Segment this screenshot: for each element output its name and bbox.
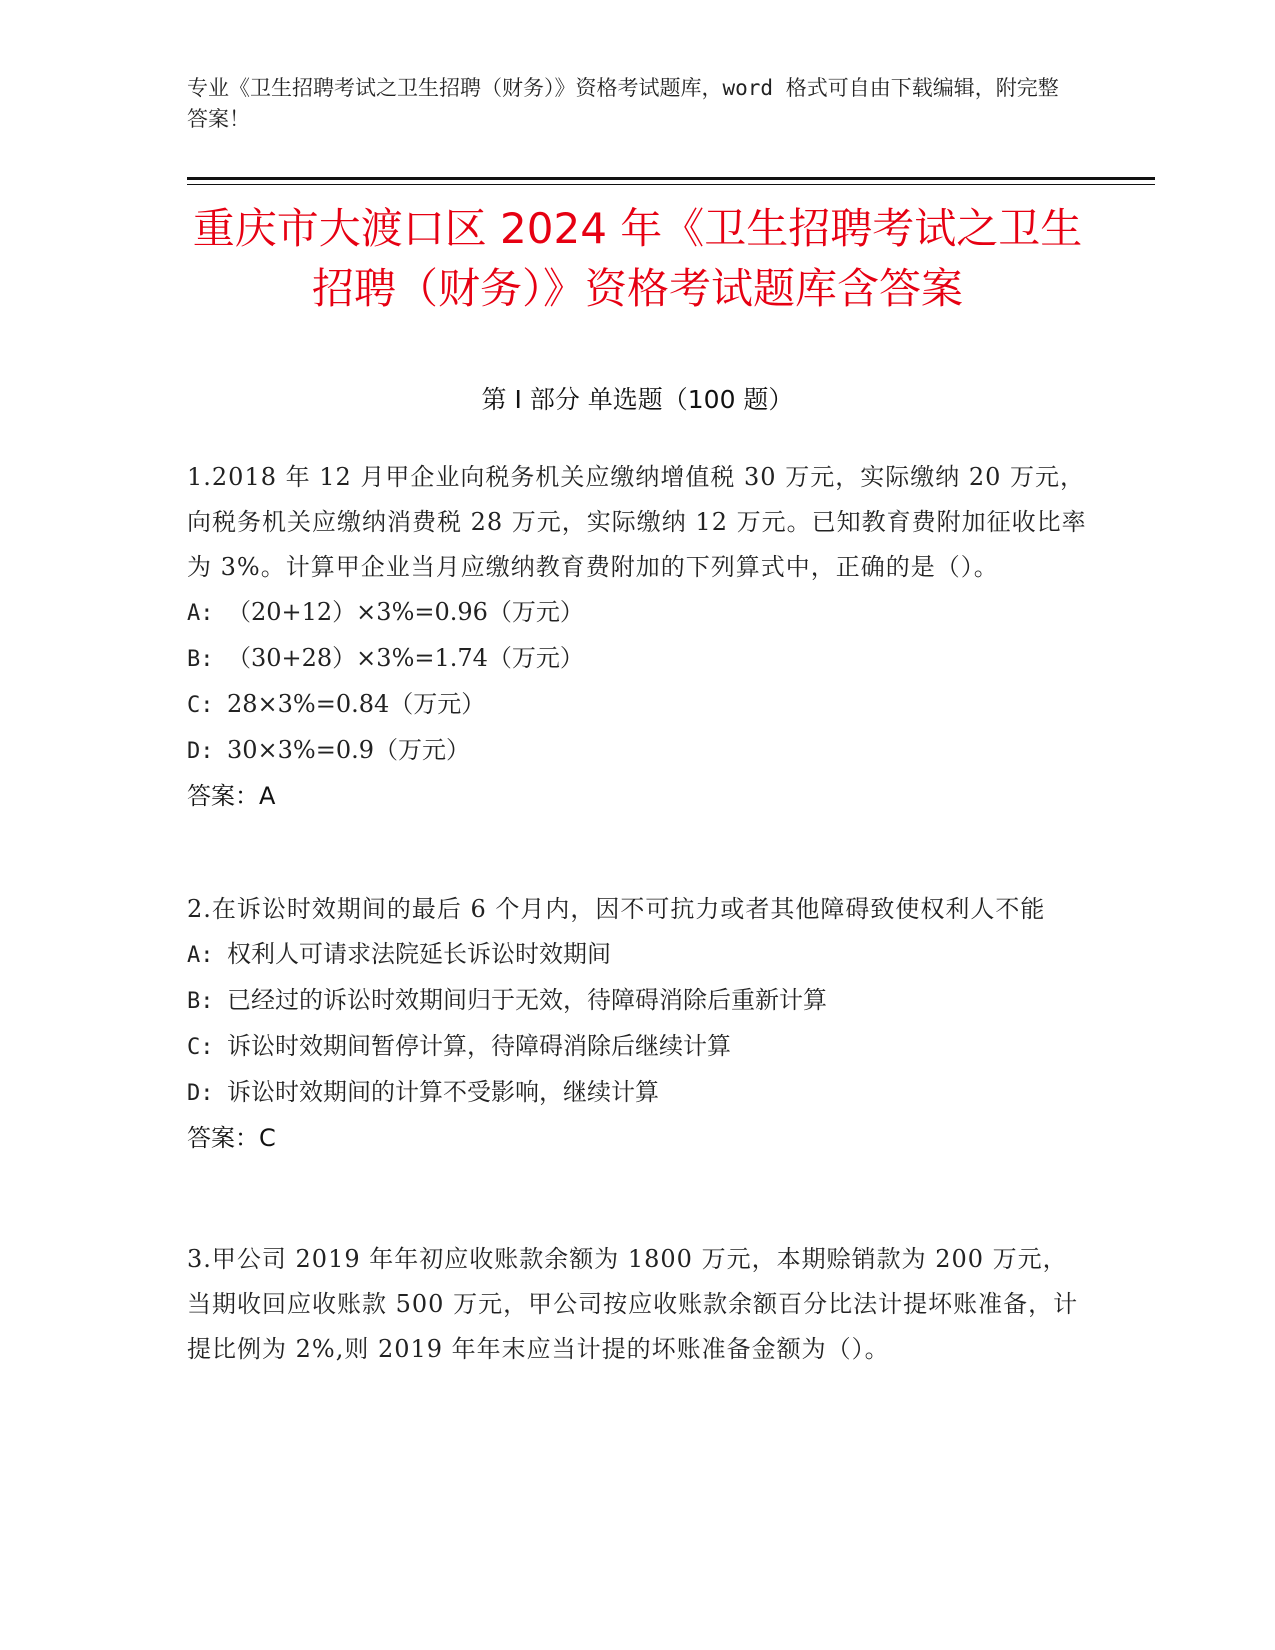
option-b [187,636,1087,682]
header-note: 专业《卫生招聘考试之卫生招聘（财务）》资格考试题库，word 格式可自由下载编辑，附完整答案！ [187,76,1059,131]
header-divider-thick [187,177,1155,180]
question-stem: 2.在诉讼时效期间的最后 6 个月内，因不可抗力或者其他障碍致使权利人不能 [187,895,1046,923]
question-stem: 3.甲公司 2019 年年初应收账款余额为 1800 万元，本期赊销款为 200 万元，当期收回应收账款 500 万元，甲公司按应收账款余额百分比法计提坏账准备，计提比例为 2%,则 2019 年年末应当计提的坏账准备金额为（）。 [187,1245,1079,1363]
option-letter: C: [187,1035,214,1060]
question-stem: 1.2018 年 12 月甲企业向税务机关应缴纳增值税 30 万元，实际缴纳 20 万元，向税务机关应缴纳消费税 28 万元，实际缴纳 12 万元。已知教育费附加征收比率为 3%。计算甲企业当月应缴纳教育费附加的下列算式中，正确的是（）。 [187,463,1087,581]
answer: 答案：A [187,782,276,810]
option-d [187,728,1087,774]
option-d [187,1070,1087,1116]
section-heading: 第 I 部分 单选题（100 题） [481,385,794,414]
option-letter: A: [187,943,214,968]
header-divider-thin [187,184,1155,185]
question-2 [187,887,1087,1161]
option-b [187,978,1087,1024]
option-letter: A: [187,601,214,626]
question-3 [187,1237,1087,1372]
option-text: （30+28）×3%=1.74（万元） [227,644,584,672]
option-letter: B: [187,989,214,1014]
option-text: （20+12）×3%=0.96（万元） [227,598,584,626]
option-a [187,590,1087,636]
option-letter: C: [187,693,214,718]
option-c [187,682,1087,728]
option-text: 已经过的诉讼时效期间归于无效，待障碍消除后重新计算 [227,986,827,1014]
option-text: 30×3%=0.9（万元） [227,736,470,764]
option-text: 权利人可请求法院延长诉讼时效期间 [227,940,611,968]
option-c [187,1024,1087,1070]
document-title: 重庆市大渡口区 2024 年《卫生招聘考试之卫生招聘（财务）》资格考试题库含答案 [192,204,1083,313]
option-letter: D: [187,739,214,764]
option-letter: D: [187,1081,214,1106]
option-text: 28×3%=0.84（万元） [227,690,486,718]
answer: 答案：C [187,1124,276,1152]
option-text: 诉讼时效期间暂停计算，待障碍消除后继续计算 [227,1032,731,1060]
option-a [187,932,1087,978]
option-text: 诉讼时效期间的计算不受影响，继续计算 [227,1078,659,1106]
option-letter: B: [187,647,214,672]
question-1 [187,455,1087,819]
